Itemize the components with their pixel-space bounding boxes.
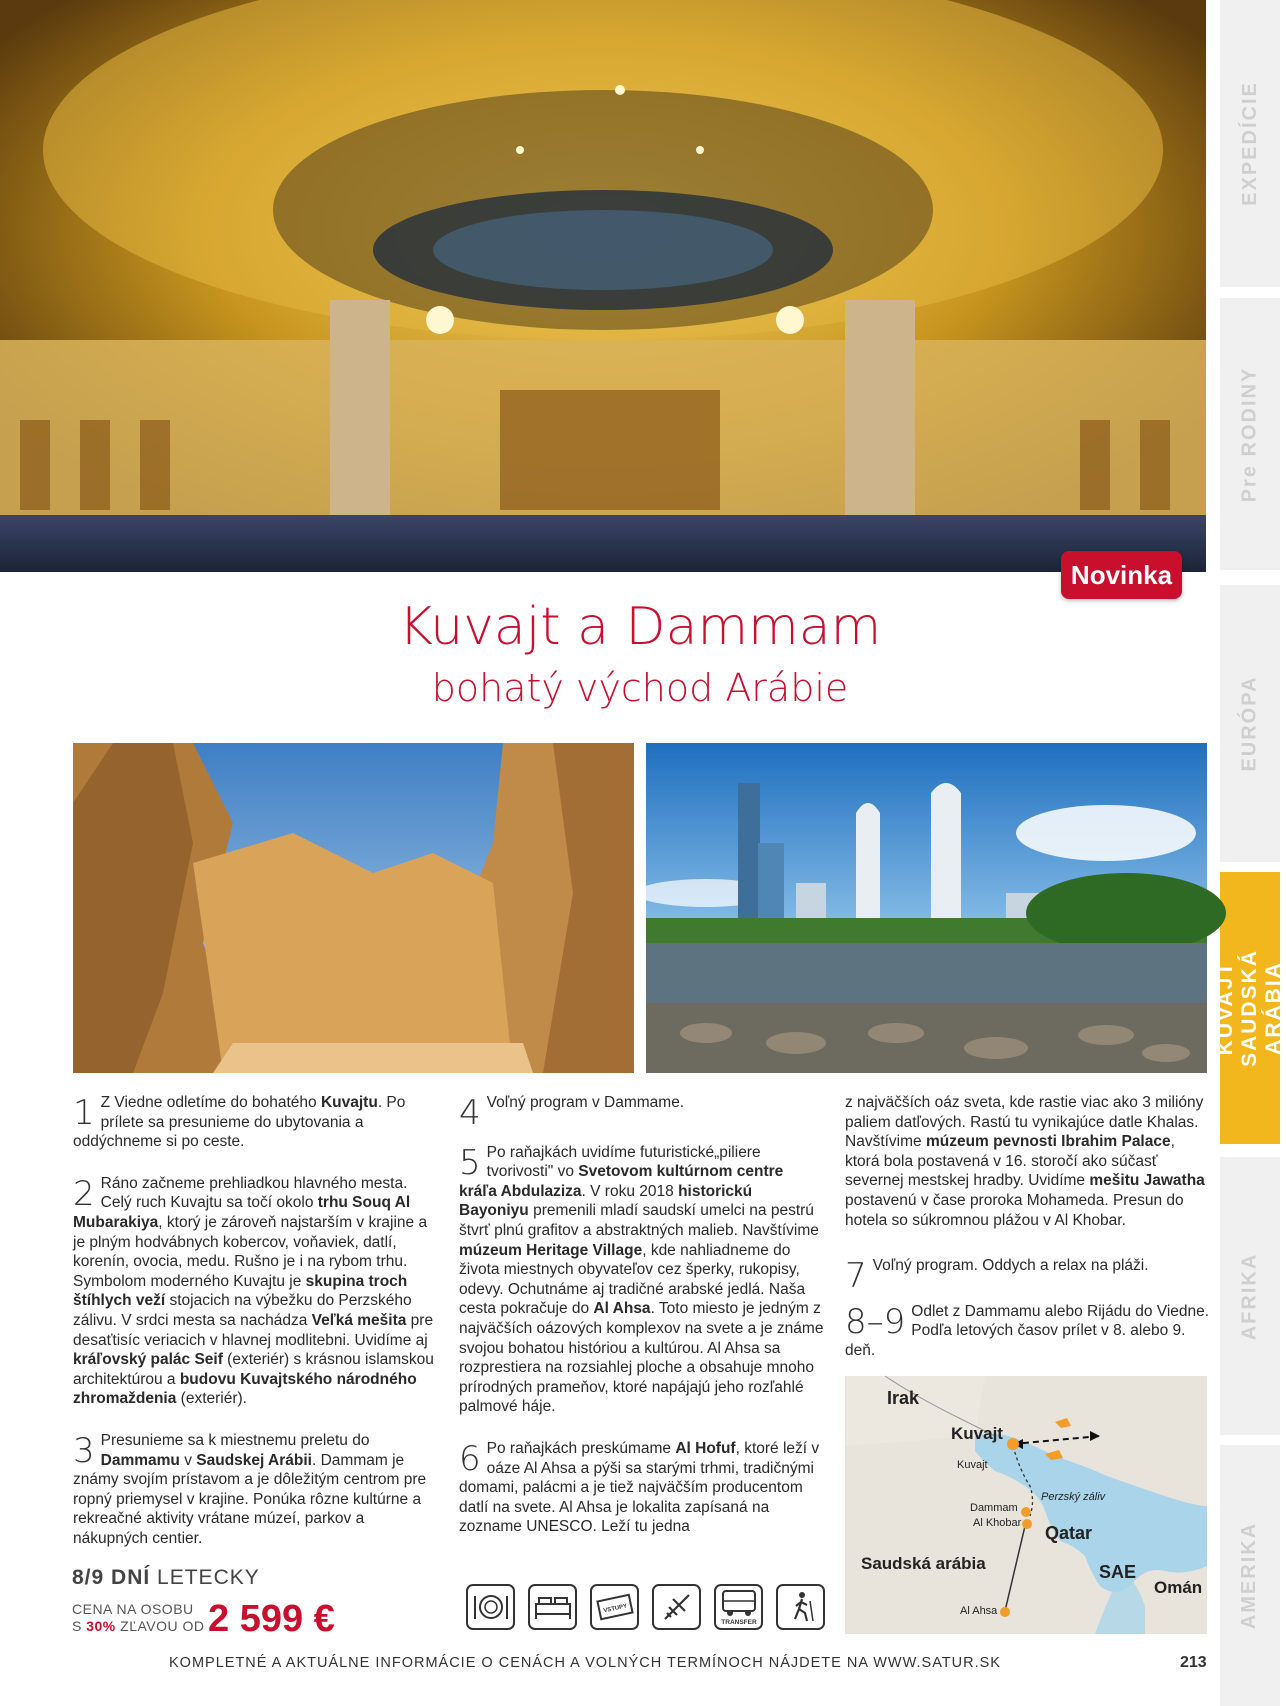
side-tab-label: KUVAJT SAUDSKÁ ARÁBIA — [1214, 949, 1285, 1067]
duration-days: 8/9 DNÍ — [72, 1566, 151, 1589]
body-text: Ráno začneme prehliadkou hlavného mesta. Celý ruch Kuvajtu sa točí okolo — [100, 1174, 408, 1212]
highlight-text: Al Hofuf — [675, 1439, 736, 1457]
body-text: , ktorá bola postavená v 16. storočí ako súčasť severnej mestskej hradby. Uvidíme — [845, 1133, 1175, 1190]
body-text: premenili mladí saudskí umelci na pestrú štvrť plnú grafitov a abstraktných malieb. Navštívime — [459, 1202, 819, 1239]
itinerary-day — [73, 1174, 438, 1409]
photo-rock-canyon — [73, 743, 634, 1073]
side-tab-expedicie[interactable] — [1220, 0, 1280, 287]
map-label-kuvajt: Kuvajt — [951, 1424, 1003, 1443]
hiking-icon — [776, 1584, 825, 1630]
price-value: 2 599 € — [208, 1598, 335, 1640]
day-number: 2 — [73, 1173, 95, 1214]
body-text: . V roku 2018 — [581, 1182, 679, 1200]
body-text: Z Viedne odletíme do bohatého — [100, 1094, 321, 1111]
body-text: stojacich na výbežku do Perzského zálivu. V srdci mesta sa nachádza — [73, 1292, 412, 1329]
price-label-s: S — [72, 1618, 82, 1634]
highlight-text: kráľovský palác Seif — [73, 1351, 223, 1369]
itinerary-column-2 — [459, 1093, 825, 1559]
body-text: Presunieme sa k miestnemu preletu do — [100, 1431, 370, 1449]
body-text: , ktorý je zároveň najstarším v krajine a je plným hodvábnych kobercov, voňaviek, datlí, korenín, ovocia, medu. Rušno je i na rybom trhu. Symbolom moderného Kuvajtu je — [73, 1213, 428, 1290]
page-subtitle: bohatý východ Arábie — [431, 666, 849, 710]
itinerary-day-continued — [845, 1093, 1210, 1230]
photo-kuwait-skyline — [646, 743, 1207, 1073]
highlight-text: múzeum Heritage Village — [459, 1241, 643, 1259]
meal-icon — [466, 1584, 515, 1630]
itinerary-column-1 — [73, 1093, 438, 1570]
body-text: . Dammam je známy svojím prístavom a je dôležitým centrom pre ropný priemysel v krajine. Ponúka rôzne kultúrne a rekreačné aktivity vrátane múzeí, parkov a nákupných centier. — [73, 1451, 427, 1547]
price-label-line2: ZĽAVOU OD — [120, 1618, 205, 1634]
body-text: Po raňajkách preskúmame — [486, 1439, 676, 1457]
itinerary-column-3 — [845, 1093, 1210, 1383]
highlight-text: historickú Bayoniyu — [459, 1182, 753, 1220]
highlight-text: trhu Souq Al Mubarakiya — [73, 1194, 411, 1231]
side-tab-label: AMERIKA — [1238, 1521, 1261, 1630]
day-number: 6 — [459, 1438, 481, 1479]
itinerary-day — [845, 1302, 1210, 1361]
side-tab-label: EURÓPA — [1238, 675, 1261, 772]
itinerary-day — [73, 1093, 438, 1152]
itinerary-day — [73, 1431, 438, 1549]
body-text: pre desaťtisíc veriacich v hlavnej modlitebni. Uvidíme aj — [73, 1311, 434, 1349]
body-text: z najväčších oáz sveta, kde rastie viac ako 3 milióny paliem datľových. Rastú tu vynikajúce datle Khalas. Navštívime — [845, 1094, 1204, 1151]
day-number: 4 — [459, 1093, 481, 1133]
map-label-kuvajt-city: Kuvajt — [957, 1459, 988, 1471]
itinerary-day — [459, 1143, 825, 1417]
page-number: 213 — [1180, 1654, 1207, 1671]
map-label-irak: Irak — [887, 1388, 920, 1408]
map-label-dammam: Dammam — [970, 1502, 1018, 1514]
novinka-badge: Novinka — [1061, 551, 1182, 599]
body-text: Po raňajkách uvidíme futuristické„piliere tvorivosti" vo — [486, 1143, 761, 1181]
highlight-text: skupina troch štíhlych veží — [73, 1272, 408, 1310]
body-text: v — [179, 1451, 197, 1469]
hero-mosque-photo — [0, 0, 1206, 572]
highlight-text: múzeum pevnosti Ibrahim Palace — [925, 1133, 1171, 1151]
map-label-sae: SAE — [1099, 1562, 1137, 1582]
service-icons — [466, 1584, 825, 1630]
map-label-saudska-arabia: Saudská arábia — [861, 1554, 986, 1573]
side-tab-label: EXPEDÍCIE — [1238, 81, 1261, 206]
body-text: Voľný program v Dammame. — [486, 1094, 685, 1111]
map-label-al-khobar: Al Khobar — [973, 1517, 1022, 1529]
side-tab-kuvajt[interactable] — [1214, 872, 1285, 1144]
day-number: 5 — [459, 1142, 481, 1183]
map-label-qatar: Qatar — [1045, 1523, 1093, 1543]
body-text: , ktoré leží v oáze Al Ahsa a pýši sa starými trhmi, tradičnými domami, palácmi a je tiež najväčším producentom datlí na svete. Al Ahsa je lokalita zapísaná na zozname UNESCO. Leží tu jedna — [459, 1439, 820, 1536]
page-title: Kuvajt a Dammam — [398, 597, 882, 657]
route-map — [845, 1376, 1207, 1634]
plane-icon — [652, 1584, 701, 1630]
highlight-text: Kuvajtu — [320, 1094, 378, 1111]
side-tabs — [1214, 0, 1285, 1706]
highlight-text: Dammamu — [100, 1451, 180, 1469]
itinerary-day — [459, 1439, 825, 1537]
body-text: Voľný program. Oddych a relax na pláži. — [872, 1257, 1149, 1275]
map-label-al-ahsa: Al Ahsa — [960, 1605, 998, 1617]
highlight-text: Svetovom kultúrnom centre kráľa Abdulaziza — [459, 1163, 784, 1200]
body-text: , kde nahliadneme do života miestnych obyvateľov cez šperky, rukopisy, odevy. Ochutnáme aj tradičné arabské jedlá. Naša cesta pokračuje do — [459, 1241, 806, 1318]
side-tab-amerika[interactable] — [1220, 1445, 1280, 1706]
bed-icon — [528, 1584, 577, 1630]
ticket-icon-text: VSTUPY — [602, 1603, 628, 1615]
body-text: (exteriér). — [176, 1390, 247, 1408]
body-text: postavenú v čase proroka Mohameda. Presun do hotela so súkromnou plážou v Al Khobar. — [845, 1191, 1184, 1229]
bus-icon-text: TRANSFER — [720, 1619, 757, 1626]
side-tab-afrika[interactable] — [1220, 1157, 1280, 1435]
highlight-text: mešitu Jawatha — [1089, 1172, 1205, 1190]
side-tab-rodiny[interactable] — [1220, 298, 1280, 570]
body-text: . Po prílete sa presunieme do ubytovania a oddýchneme si po ceste. — [73, 1094, 406, 1151]
footer-info: KOMPLETNÉ A AKTUÁLNE INFORMÁCIE O CENÁCH A VOLNÝCH TERMÍNOCH NÁJDETE NA WWW.SATUR.SK — [169, 1655, 1001, 1671]
map-label-perzsky-zaliv: Perzský záliv — [1041, 1491, 1106, 1503]
duration-transport: LETECKY — [157, 1566, 260, 1589]
bus-icon — [714, 1584, 763, 1630]
side-tab-label: Pre RODINY — [1238, 366, 1261, 502]
itinerary-day — [459, 1093, 825, 1133]
itinerary-day — [845, 1256, 1210, 1297]
price-label-line1: CENA NA OSOBU — [72, 1601, 194, 1617]
discount-percent: 30% — [86, 1618, 116, 1634]
body-text: . Toto miesto je jedným z najväčších oázových komplexov na svete a je známe svojou bohatou históriou a kultúrou. Al Ahsa sa rozprestiera na rozsiahlej ploche a obsahuje mnoho prírodných prameňov, ktoré napájajú jeho rozľahlé palmové háje. — [459, 1300, 824, 1416]
side-tab-label: AFRIKA — [1238, 1252, 1261, 1340]
day-number: 8–9 — [845, 1301, 906, 1342]
ticket-icon — [590, 1584, 639, 1630]
map-label-oman: Omán — [1154, 1578, 1203, 1597]
highlight-text: budovu Kuvajtského národného zhromaždenia — [73, 1370, 417, 1408]
highlight-text: Al Ahsa — [593, 1300, 651, 1318]
day-number: 7 — [845, 1256, 867, 1297]
highlight-text: Veľká mešita — [311, 1311, 407, 1329]
highlight-text: Saudskej Arábii — [196, 1451, 312, 1469]
body-text: Odlet z Dammamu alebo Rijádu do Viedne. Podľa letových časov prílet v 8. alebo 9. deň. — [845, 1302, 1210, 1359]
body-text: (exteriér) s krásnou islamskou architektúrou a — [73, 1351, 434, 1388]
trip-duration — [72, 1566, 260, 1590]
day-number: 3 — [73, 1430, 95, 1471]
price-label — [72, 1601, 205, 1635]
day-number: 1 — [73, 1093, 95, 1133]
